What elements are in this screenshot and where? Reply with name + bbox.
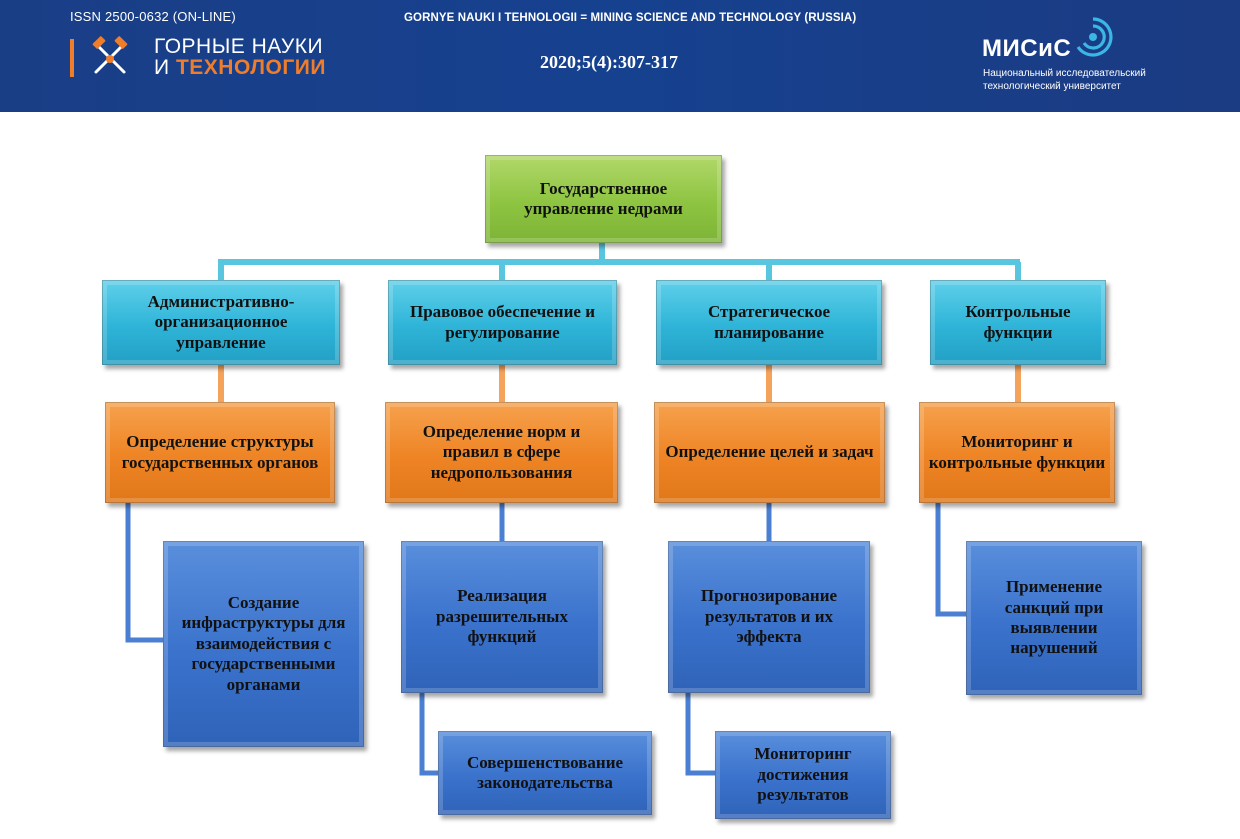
journal-logo-line1: ГОРНЫЕ НАУКИ (154, 35, 324, 58)
connector-branch-4-level3 (938, 503, 968, 614)
node-branch-1-level2: Определение структуры государственных органов (105, 402, 335, 503)
node-branch-3-level1: Стратегическое планирование (656, 280, 882, 365)
university-logo-name: МИСиС (982, 35, 1072, 62)
node-branch-4-level3-1: Применение санкций при выявлении нарушений (966, 541, 1142, 695)
node-branch-3-level2: Определение целей и задач (654, 402, 885, 503)
node-branch-4-level2: Мониторинг и контрольные функции (919, 402, 1115, 503)
article-citation: 2020;5(4):307-317 (540, 52, 678, 72)
node-branch-3-level3-2: Мониторинг достижения результатов (715, 731, 891, 819)
connector-branch-3-level3b (688, 693, 717, 773)
university-subtitle-line2: технологический университет (983, 81, 1121, 92)
node-branch-1-level3-1: Создание инфраструктуры для взаимодействия с государственными органами (163, 541, 364, 747)
node-branch-1-level1: Административно-организационное управление (102, 280, 340, 365)
journal-english-title: GORNYE NAUKI I TEHNOLOGII = MINING SCIENCE AND TECHNOLOGY (RUSSIA) (404, 12, 857, 24)
journal-logo-prefix: И (154, 56, 170, 79)
university-subtitle-line1: Национальный исследовательский (983, 68, 1146, 79)
journal-logo-accent: ТЕХНОЛОГИИ (175, 56, 326, 79)
node-branch-3-level3-1: Прогнозирование результатов и их эффекта (668, 541, 870, 693)
node-branch-2-level2: Определение норм и правил в сфере недропользования (385, 402, 618, 503)
node-branch-4-level1: Контрольные функции (930, 280, 1106, 365)
node-branch-2-level3-2: Совершенствование законодательства (438, 731, 652, 815)
node-branch-2-level1: Правовое обеспечение и регулирование (388, 280, 617, 365)
node-branch-2-level3-1: Реализация разрешительных функций (401, 541, 603, 693)
issn-label: ISSN 2500-0632 (ON-LINE) (70, 9, 236, 24)
node-root: Государственное управление недрами (485, 155, 722, 243)
connector-branch-1-level3 (128, 503, 165, 640)
